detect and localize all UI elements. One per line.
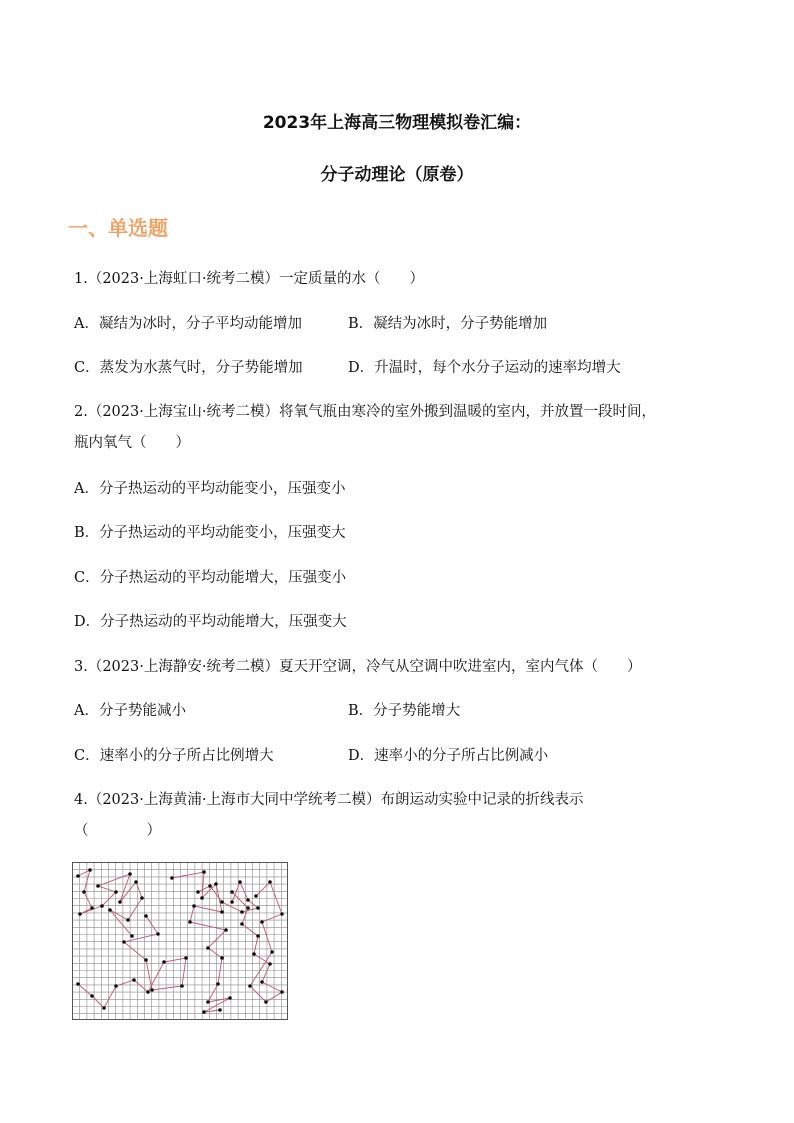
trajectory-point <box>146 990 150 994</box>
trajectory-point <box>76 874 80 878</box>
trajectory-line <box>78 870 142 936</box>
question-4-stem-line2: （ ） <box>74 823 161 839</box>
trajectory-point <box>248 984 252 988</box>
trajectory-point <box>122 940 126 944</box>
figure-border <box>73 863 288 1020</box>
trajectory-point <box>228 996 232 1000</box>
trajectory-point <box>134 880 138 884</box>
trajectory-point <box>268 880 272 884</box>
trajectory-point <box>90 994 94 998</box>
trajectory-point <box>188 920 192 924</box>
trajectory-point <box>96 884 100 888</box>
trajectory-point <box>240 910 244 914</box>
trajectory-point <box>202 870 206 874</box>
trajectory-point <box>230 890 234 894</box>
figure-grid <box>72 862 288 1020</box>
trajectory-point <box>246 898 250 902</box>
trajectory-point <box>114 890 118 894</box>
trajectory-point <box>88 868 92 872</box>
trajectory-point <box>102 1006 106 1010</box>
question-3-stem: 3.（2023·上海静安·统考二模）夏天开空调，冷气从空调中吹进室内，室内气体（ ） <box>74 659 642 675</box>
trajectory-point <box>206 1000 210 1004</box>
question-2-stem-line1: 2.（2023·上海宝山·统考二模）将氧气瓶由寒冷的室外搬到温暖的室内，并放置一段时间， <box>74 404 656 420</box>
trajectory-point <box>230 900 234 904</box>
trajectory-point <box>260 920 264 924</box>
trajectory-point <box>280 990 284 994</box>
trajectory-point <box>240 922 244 926</box>
trajectory-point <box>114 984 118 988</box>
trajectory-point <box>238 880 242 884</box>
trajectory-point <box>196 890 200 894</box>
trajectory-point <box>214 882 218 886</box>
question-3-option-a: A．分子势能减小 <box>74 703 186 719</box>
trajectory-point <box>192 904 196 908</box>
question-1-option-d: D．升温时，每个水分子运动的速率均增大 <box>348 360 621 376</box>
trajectory-point <box>130 934 134 938</box>
trajectory-point <box>150 988 154 992</box>
trajectory-point <box>162 960 166 964</box>
trajectory-point <box>90 906 94 910</box>
brownian-motion-figure <box>72 862 288 1020</box>
question-1-option-a: A．凝结为冰时，分子平均动能增加 <box>74 316 302 332</box>
trajectory-point <box>256 934 260 938</box>
question-2-option-b: B．分子热运动的平均动能变小，压强变大 <box>74 525 346 541</box>
trajectory-point <box>220 910 224 914</box>
trajectory-point <box>260 980 264 984</box>
trajectory-point <box>254 894 258 898</box>
trajectory-point <box>256 906 260 910</box>
trajectory-point <box>170 876 174 880</box>
trajectory-point <box>180 984 184 988</box>
trajectory-point <box>118 900 122 904</box>
trajectory-point <box>208 884 212 888</box>
trajectory-point <box>264 1000 268 1004</box>
trajectory-point <box>224 928 228 932</box>
trajectory-point <box>246 906 250 910</box>
trajectory-point <box>128 872 132 876</box>
trajectory-point <box>206 946 210 950</box>
trajectory-point <box>132 978 136 982</box>
trajectory-point <box>144 958 148 962</box>
trajectory-point <box>220 900 224 904</box>
question-3-option-c: C．速率小的分子所占比例增大 <box>74 748 274 764</box>
trajectory-point <box>76 982 80 986</box>
trajectory-point <box>270 950 274 954</box>
question-2-option-c: C．分子热运动的平均动能增大，压强变小 <box>74 570 347 586</box>
trajectory-point <box>108 908 112 912</box>
trajectory-point <box>82 890 86 894</box>
trajectory-point <box>100 904 104 908</box>
trajectory-point <box>200 896 204 900</box>
question-2-option-d: D．分子热运动的平均动能增大，压强变大 <box>74 614 347 630</box>
document-title: 2023年上海高三物理模拟卷汇编： <box>262 113 532 133</box>
trajectory-point <box>78 912 82 916</box>
trajectory-point <box>220 956 224 960</box>
question-2-stem-line2: 瓶内氧气（ ） <box>74 435 190 451</box>
question-1-option-b: B．凝结为冰时，分子势能增加 <box>348 316 548 332</box>
question-1-stem: 1.（2023·上海虹口·统考二模）一定质量的水（ ） <box>74 271 424 287</box>
trajectory-point <box>268 962 272 966</box>
trajectory-line <box>232 882 282 1002</box>
trajectory-point <box>126 918 130 922</box>
trajectory-point <box>280 912 284 916</box>
trajectory-point <box>140 896 144 900</box>
trajectory-point <box>218 1008 222 1012</box>
section-heading: 一、单选题 <box>68 216 168 240</box>
question-3-option-b: B．分子势能增大 <box>348 703 461 719</box>
trajectory-point <box>202 1010 206 1014</box>
trajectory-point <box>184 956 188 960</box>
trajectory-point <box>156 932 160 936</box>
question-3-option-d: D．速率小的分子所占比例减小 <box>348 748 549 764</box>
question-2-option-a: A．分子热运动的平均动能变小，压强变小 <box>74 481 346 497</box>
trajectory-point <box>216 982 220 986</box>
trajectory-point <box>252 952 256 956</box>
trajectory-point <box>144 914 148 918</box>
document-subtitle: 分子动理论（原卷） <box>320 165 474 185</box>
question-1-option-c: C．蒸发为水蒸气时，分子势能增加 <box>74 360 303 376</box>
question-4-stem-line1: 4.（2023·上海黄浦·上海市大同中学统考二模）布朗运动实验中记录的折线表示 <box>74 792 584 808</box>
